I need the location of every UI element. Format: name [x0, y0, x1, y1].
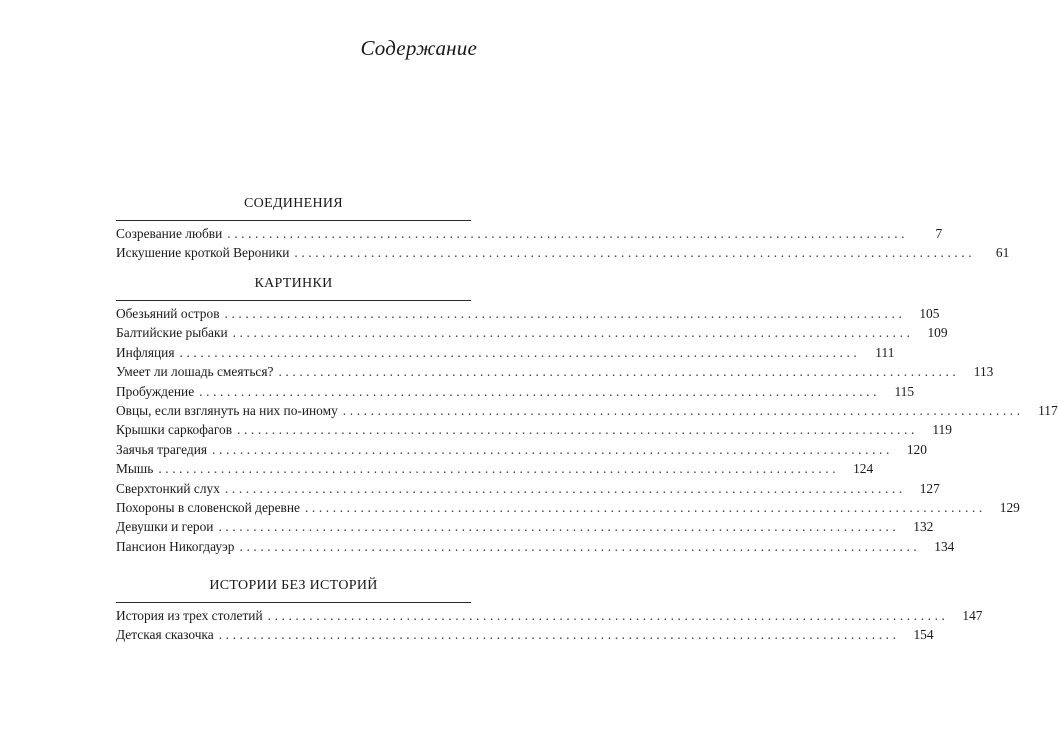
toc-entry-title: Искушение кроткой Вероники [116, 245, 290, 261]
toc-entry-page: 134 [934, 538, 955, 554]
toc-entry[interactable] [116, 537, 955, 556]
toc-entry-page: 113 [973, 364, 994, 380]
toc-entry-title: Инфляция [116, 344, 175, 360]
dot-leader: .................................................................................................. [218, 519, 900, 535]
toc-entry-page: 115 [894, 383, 915, 399]
dot-leader: .................................................................................................. [227, 226, 909, 241]
dot-leader: .................................................................................................. [294, 245, 976, 261]
dot-leader: .................................................................................................. [179, 344, 861, 360]
page-title: Содержание [360, 36, 477, 60]
toc-entry-page: 111 [875, 344, 895, 360]
toc-entry[interactable] [116, 440, 927, 459]
toc-entry-page: 124 [853, 461, 874, 477]
toc-entry[interactable] [116, 243, 1010, 262]
toc-list [116, 300, 1058, 556]
toc-entry-page: 61 [995, 245, 1010, 261]
toc-entry-page: 120 [906, 441, 927, 457]
toc-entry-page: 132 [913, 519, 934, 535]
toc-entry-page: 129 [999, 499, 1020, 515]
toc-entry-page: 127 [919, 480, 940, 496]
dot-leader: .................................................................................................. [212, 441, 893, 457]
toc-entry[interactable] [116, 498, 1020, 517]
toc-entry-title: Сверхтонкий слух [116, 480, 220, 496]
toc-entry-title: Девушки и герои [116, 519, 214, 535]
dot-leader: .................................................................................................. [239, 538, 921, 554]
toc-list [116, 602, 983, 645]
toc-entry-title: Мышь [116, 461, 154, 477]
dot-leader: .................................................................................................. [224, 480, 906, 496]
toc-entry-title: Умеет ли лошадь смеяться? [116, 364, 274, 380]
toc-entry-page: 117 [1038, 402, 1058, 418]
toc-section-soedineniya [116, 194, 1010, 263]
section-heading: КАРТИНКИ [254, 276, 333, 291]
dot-leader: .................................................................................................. [224, 306, 906, 321]
toc-entry[interactable] [116, 362, 994, 381]
dot-leader: .................................................................................................. [342, 402, 1024, 418]
dot-leader: .................................................................................................. [267, 608, 949, 623]
toc-entry-page: 119 [932, 422, 952, 438]
toc-entry-page: 105 [919, 306, 940, 321]
toc-entry[interactable] [116, 304, 940, 323]
toc-entry-title: Балтийские рыбаки [116, 325, 228, 341]
toc-entry-page: 7 [935, 226, 943, 241]
toc-entry[interactable] [116, 401, 1058, 420]
toc-entry[interactable] [116, 382, 915, 401]
section-heading: ИСТОРИИ БЕЗ ИСТОРИЙ [209, 578, 378, 593]
toc-entry[interactable] [116, 606, 983, 625]
dot-leader: .................................................................................................. [158, 461, 840, 477]
toc-section-istorii-bez-istoriy [116, 576, 983, 645]
toc-entry-title: Заячья трагедия [116, 441, 208, 457]
toc-entry[interactable] [116, 420, 952, 439]
toc-entry-title: Пробуждение [116, 383, 195, 399]
dot-leader: .................................................................................................. [278, 364, 960, 380]
toc-entry[interactable] [116, 479, 940, 498]
dot-leader: .................................................................................................. [304, 499, 986, 515]
toc-entry-title: Похороны в словенской деревне [116, 499, 300, 515]
toc-entry-title: История из трех столетий [116, 608, 263, 623]
toc-entry[interactable] [116, 459, 874, 478]
dot-leader: .................................................................................................. [199, 383, 881, 399]
toc-entry-page: 147 [962, 608, 983, 623]
toc-entry[interactable] [116, 625, 934, 644]
section-heading: СОЕДИНЕНИЯ [244, 196, 343, 211]
toc-list [116, 220, 1010, 263]
toc-entry-title: Детская сказочка [116, 627, 214, 643]
toc-entry-page: 109 [927, 325, 948, 341]
toc-entry[interactable] [116, 323, 948, 342]
toc-entry-title: Овцы, если взглянуть на них по-иному [116, 402, 338, 418]
toc-entry[interactable] [116, 517, 934, 536]
toc-entry[interactable] [116, 224, 943, 243]
toc-entry-title: Обезьяний остров [116, 306, 220, 321]
toc-section-kartinki [116, 274, 1058, 556]
dot-leader: .................................................................................................. [237, 422, 918, 438]
toc-entry[interactable] [116, 343, 895, 362]
dot-leader: .................................................................................................. [218, 627, 900, 643]
toc-entry-title: Созревание любви [116, 226, 223, 241]
toc-entry-title: Крышки саркофагов [116, 422, 233, 438]
toc-entry-title: Пансион Никогдауэр [116, 538, 235, 554]
toc-entry-page: 154 [913, 627, 934, 643]
dot-leader: .................................................................................................. [232, 325, 914, 341]
